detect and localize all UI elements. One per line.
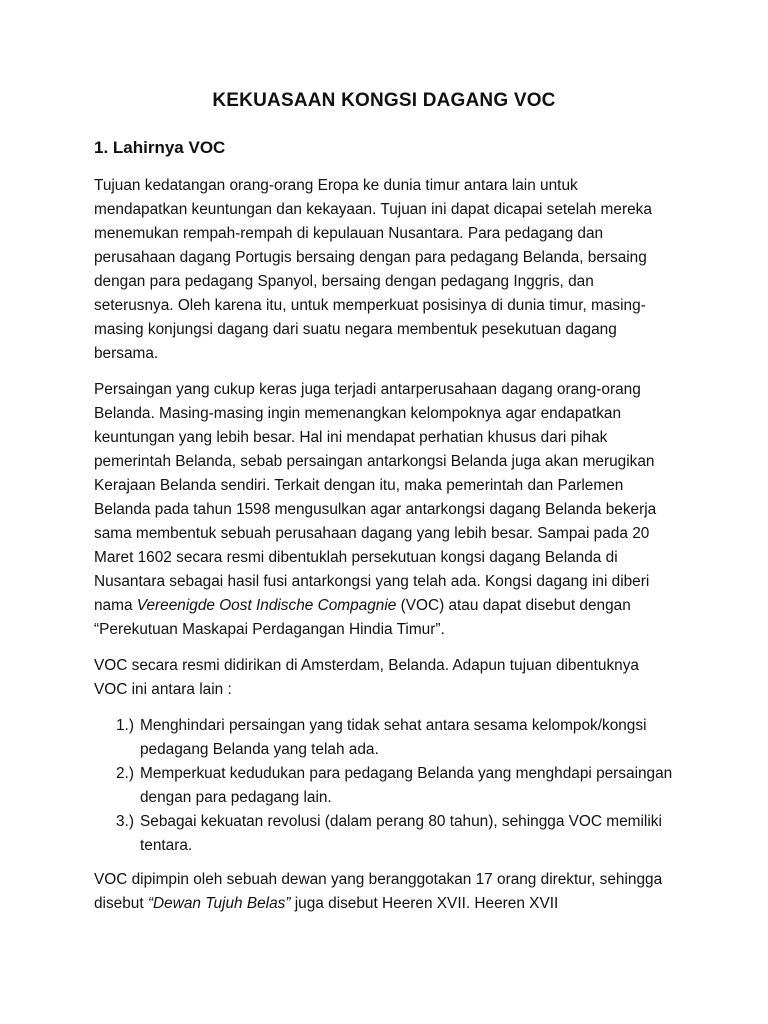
goal-number: 1.) [116, 717, 134, 734]
goal-number: 3.) [116, 813, 134, 830]
goal-number: 2.) [116, 765, 134, 782]
paragraph-3: VOC secara resmi didirikan di Amsterdam, Belanda. Adapun tujuan dibentuknya VOC ini antara lain : [94, 657, 639, 698]
paragraph-4-text-start: VOC dipimpin oleh sebuah dewan yang beranggotakan 17 orang direktur, sehingga disebut [94, 871, 663, 912]
paragraph-2 [94, 378, 674, 642]
council-name-italic: “Dewan Tujuh Belas” [147, 895, 291, 912]
goal-text: Menghindari persaingan yang tidak sehat antara sesama kelompok/kongsi pedagang Belanda yang telah ada. [140, 717, 647, 758]
paragraph-2-text-start: Persaingan yang cukup keras juga terjadi antarperusahaan dagang orang-orang Belanda. Masing-masing ingin memenangkan kelompoknya agar endapatkan keuntungan yang lebih besar. Hal ini mendapat perhatian khusus dari pihak pemerintah Belanda, sebab persaingan antarkongsi Belanda juga akan merugikan Kerajaan Belanda sendiri. Terkait dengan itu, maka pemerintah dan Parlemen Belanda pada tahun 1598 mengusulkan agar antarkongsi dagang Belanda bekerja sama membentuk sebuah perusahaan dagang yang lebih besar. Sampai pada 20 Maret 1602 secara resmi dibentuklah persekutuan kongsi dagang Belanda di Nusantara sebagai hasil fusi antarkongsi yang telah ada. Kongsi dagang ini diberi nama [94, 381, 657, 614]
goal-text: Memperkuat kedudukan para pedagang Belanda yang menghdapi persaingan dengan para pedagang lain. [140, 765, 673, 806]
paragraph-1: Tujuan kedatangan orang-orang Eropa ke dunia timur antara lain untuk mendapatkan keuntungan dan kekayaan. Tujuan ini dapat dicapai setelah mereka menemukan rempah-rempah di kepulauan Nusantara. Para pedagang dan perusahaan dagang Portugis bersaing dengan para pedagang Belanda, bersaing dengan para pedagang Spanyol, bersaing dengan pedagang Inggris, dan seterusnya. Oleh karena itu, untuk memperkuat posisinya di dunia timur, masing-masing konjungsi dagang dari suatu negara membentuk pesekutuan dagang bersama. [94, 177, 652, 362]
company-name-italic: Vereenigde Oost Indische Compagnie [136, 597, 397, 614]
goal-text: Sebagai kekuatan revolusi (dalam perang 80 tahun), sehingga VOC memiliki tentara. [140, 813, 662, 854]
document-title: KEKUASAAN KONGSI DAGANG VOC [212, 90, 556, 111]
paragraph-4 [94, 868, 674, 916]
section-heading: 1. Lahirnya VOC [94, 138, 226, 157]
goals-list [94, 714, 674, 858]
paragraph-4-text-end: juga disebut Heeren XVII. Heeren XVII [290, 895, 559, 912]
goal-item [116, 762, 674, 810]
goal-item [116, 810, 674, 858]
goal-item [116, 714, 674, 762]
paragraph-2-text-end: (VOC) atau dapat disebut dengan “Perekutuan Maskapai Perdagangan Hindia Timur”. [94, 597, 631, 638]
